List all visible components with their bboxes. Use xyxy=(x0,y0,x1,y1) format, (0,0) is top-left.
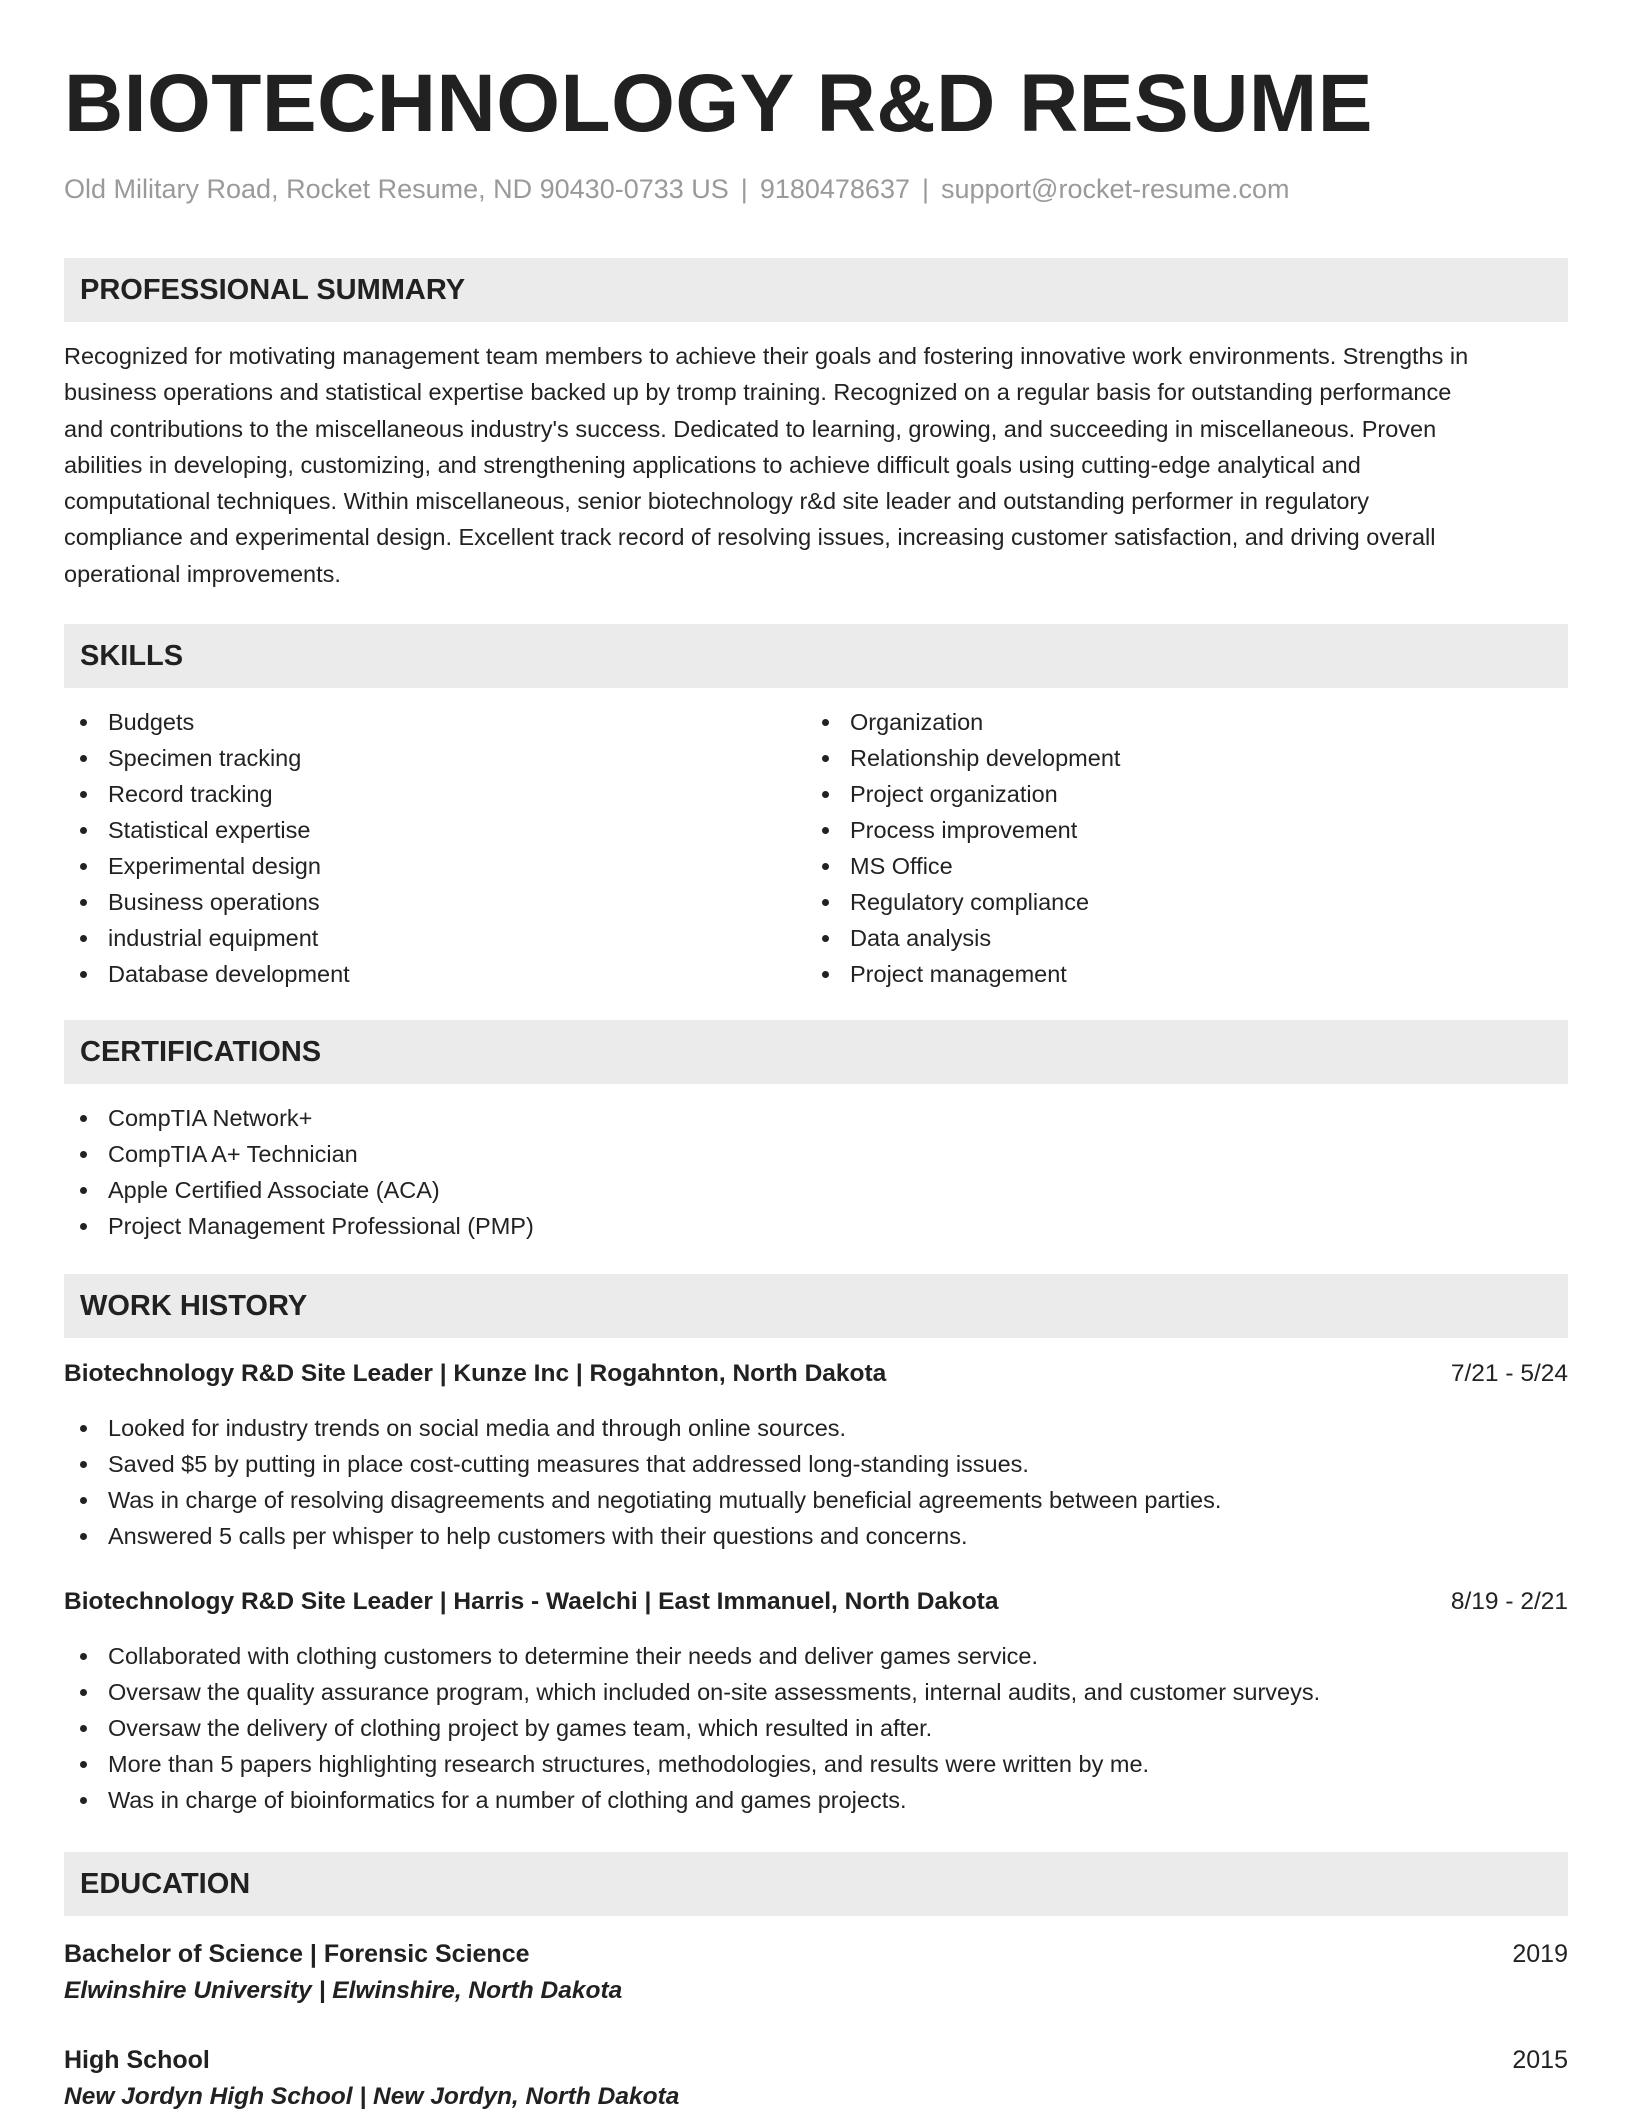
summary-line: compliance and experimental design. Excellent track record of resolving issues, increasing customer satisfaction, and driving overall xyxy=(64,524,1436,551)
job-bullet: Oversaw the quality assurance program, which included on-site assessments, internal audits, and customer surveys. xyxy=(64,1674,1568,1710)
skills-list-right xyxy=(806,704,1548,992)
job-bullet: Answered 5 calls per whisper to help customers with their questions and concerns. xyxy=(64,1518,1568,1554)
job-bullet: Saved $5 by putting in place cost-cutting measures that addressed long-standing issues. xyxy=(64,1446,1568,1482)
section-header-certifications: CERTIFICATIONS xyxy=(64,1020,1568,1084)
skill-item: Specimen tracking xyxy=(64,740,806,776)
job-header xyxy=(64,1584,1568,1620)
job-header xyxy=(64,1356,1568,1392)
job-bullet: Oversaw the delivery of clothing project by games team, which resulted in after. xyxy=(64,1710,1568,1746)
education-header xyxy=(64,2042,1568,2078)
job-bullet: Was in charge of bioinformatics for a number of clothing and games projects. xyxy=(64,1782,1568,1818)
job-bullet: Was in charge of resolving disagreements and negotiating mutually beneficial agreements between parties. xyxy=(64,1482,1568,1518)
certification-item: Project Management Professional (PMP) xyxy=(64,1208,1568,1244)
skill-item: Statistical expertise xyxy=(64,812,806,848)
skill-item: industrial equipment xyxy=(64,920,806,956)
skill-item: Record tracking xyxy=(64,776,806,812)
contact-address: Old Military Road, Rocket Resume, ND 90430-0733 US xyxy=(64,174,729,204)
skill-item: Database development xyxy=(64,956,806,992)
skill-item: MS Office xyxy=(806,848,1548,884)
certifications-list xyxy=(64,1100,1568,1244)
education-school: Elwinshire University | Elwinshire, North Dakota xyxy=(64,1977,623,2005)
certification-item: Apple Certified Associate (ACA) xyxy=(64,1172,1568,1208)
job-dates: 8/19 - 2/21 xyxy=(1450,1588,1568,1616)
section-header-education: EDUCATION xyxy=(64,1852,1568,1916)
skills-columns xyxy=(64,704,1568,992)
summary-line: Recognized for motivating management team members to achieve their goals and fostering innovative work environments. Strengths in xyxy=(64,343,1469,369)
education-year: 2019 xyxy=(1512,1940,1568,1969)
skill-item: Experimental design xyxy=(64,848,806,884)
job-bullet: Looked for industry trends on social media and through online sources. xyxy=(64,1410,1568,1446)
job-bullet: Collaborated with clothing customers to determine their needs and deliver games service. xyxy=(64,1638,1568,1674)
education-school: New Jordyn High School | New Jordyn, North Dakota xyxy=(64,2083,680,2111)
contact-email: support@rocket-resume.com xyxy=(941,174,1290,204)
section-header-summary: PROFESSIONAL SUMMARY xyxy=(64,258,1568,322)
certification-item: CompTIA A+ Technician xyxy=(64,1136,1568,1172)
skill-item: Regulatory compliance xyxy=(806,884,1548,920)
summary-line: and contributions to the miscellaneous industry's success. Dedicated to learning, growing, and succeeding in miscellaneous. Proven xyxy=(64,415,1437,442)
section-header-skills: SKILLS xyxy=(64,624,1568,688)
skill-item: Data analysis xyxy=(806,920,1548,956)
job-title: Biotechnology R&D Site Leader | Harris - Waelchi | East Immanuel, North Dakota xyxy=(64,1588,999,1616)
summary-line: operational improvements. xyxy=(64,560,341,587)
skill-item: Organization xyxy=(806,704,1548,740)
skill-item: Project management xyxy=(806,956,1548,992)
education-degree: Bachelor of Science | Forensic Science xyxy=(64,1940,530,1969)
education-year: 2015 xyxy=(1512,2046,1568,2075)
contact-line xyxy=(64,172,1568,206)
skill-item: Business operations xyxy=(64,884,806,920)
certification-item: CompTIA Network+ xyxy=(64,1100,1568,1136)
skills-list-left xyxy=(64,704,806,992)
education-degree: High School xyxy=(64,2046,210,2075)
job-dates: 7/21 - 5/24 xyxy=(1450,1360,1568,1388)
contact-phone: 9180478637 xyxy=(759,174,910,204)
resume-title: BIOTECHNOLOGY R&D RESUME xyxy=(64,58,1373,149)
job-bullets xyxy=(64,1638,1568,1818)
job-bullets xyxy=(64,1410,1568,1554)
skill-item: Budgets xyxy=(64,704,806,740)
skill-item: Project organization xyxy=(806,776,1548,812)
section-header-work-history: WORK HISTORY xyxy=(64,1274,1568,1338)
summary-line: business operations and statistical expertise backed up by tromp training. Recognized on a regular basis for outstanding performance xyxy=(64,379,1452,406)
contact-separator: | xyxy=(740,174,748,204)
resume-page xyxy=(64,0,1568,2112)
summary-line: computational techniques. Within miscellaneous, senior biotechnology r&d site leader and outstanding performer in regulatory xyxy=(64,488,1369,515)
job-title: Biotechnology R&D Site Leader | Kunze Inc | Rogahnton, North Dakota xyxy=(64,1360,887,1388)
skill-item: Process improvement xyxy=(806,812,1548,848)
summary-text xyxy=(64,338,1568,592)
education-header xyxy=(64,1936,1568,1972)
skill-item: Relationship development xyxy=(806,740,1548,776)
summary-line: abilities in developing, customizing, and strengthening applications to achieve difficult goals using cutting-edge analytical and xyxy=(64,451,1361,478)
job-bullet: More than 5 papers highlighting research structures, methodologies, and results were written by me. xyxy=(64,1746,1568,1782)
contact-separator: | xyxy=(921,174,929,204)
